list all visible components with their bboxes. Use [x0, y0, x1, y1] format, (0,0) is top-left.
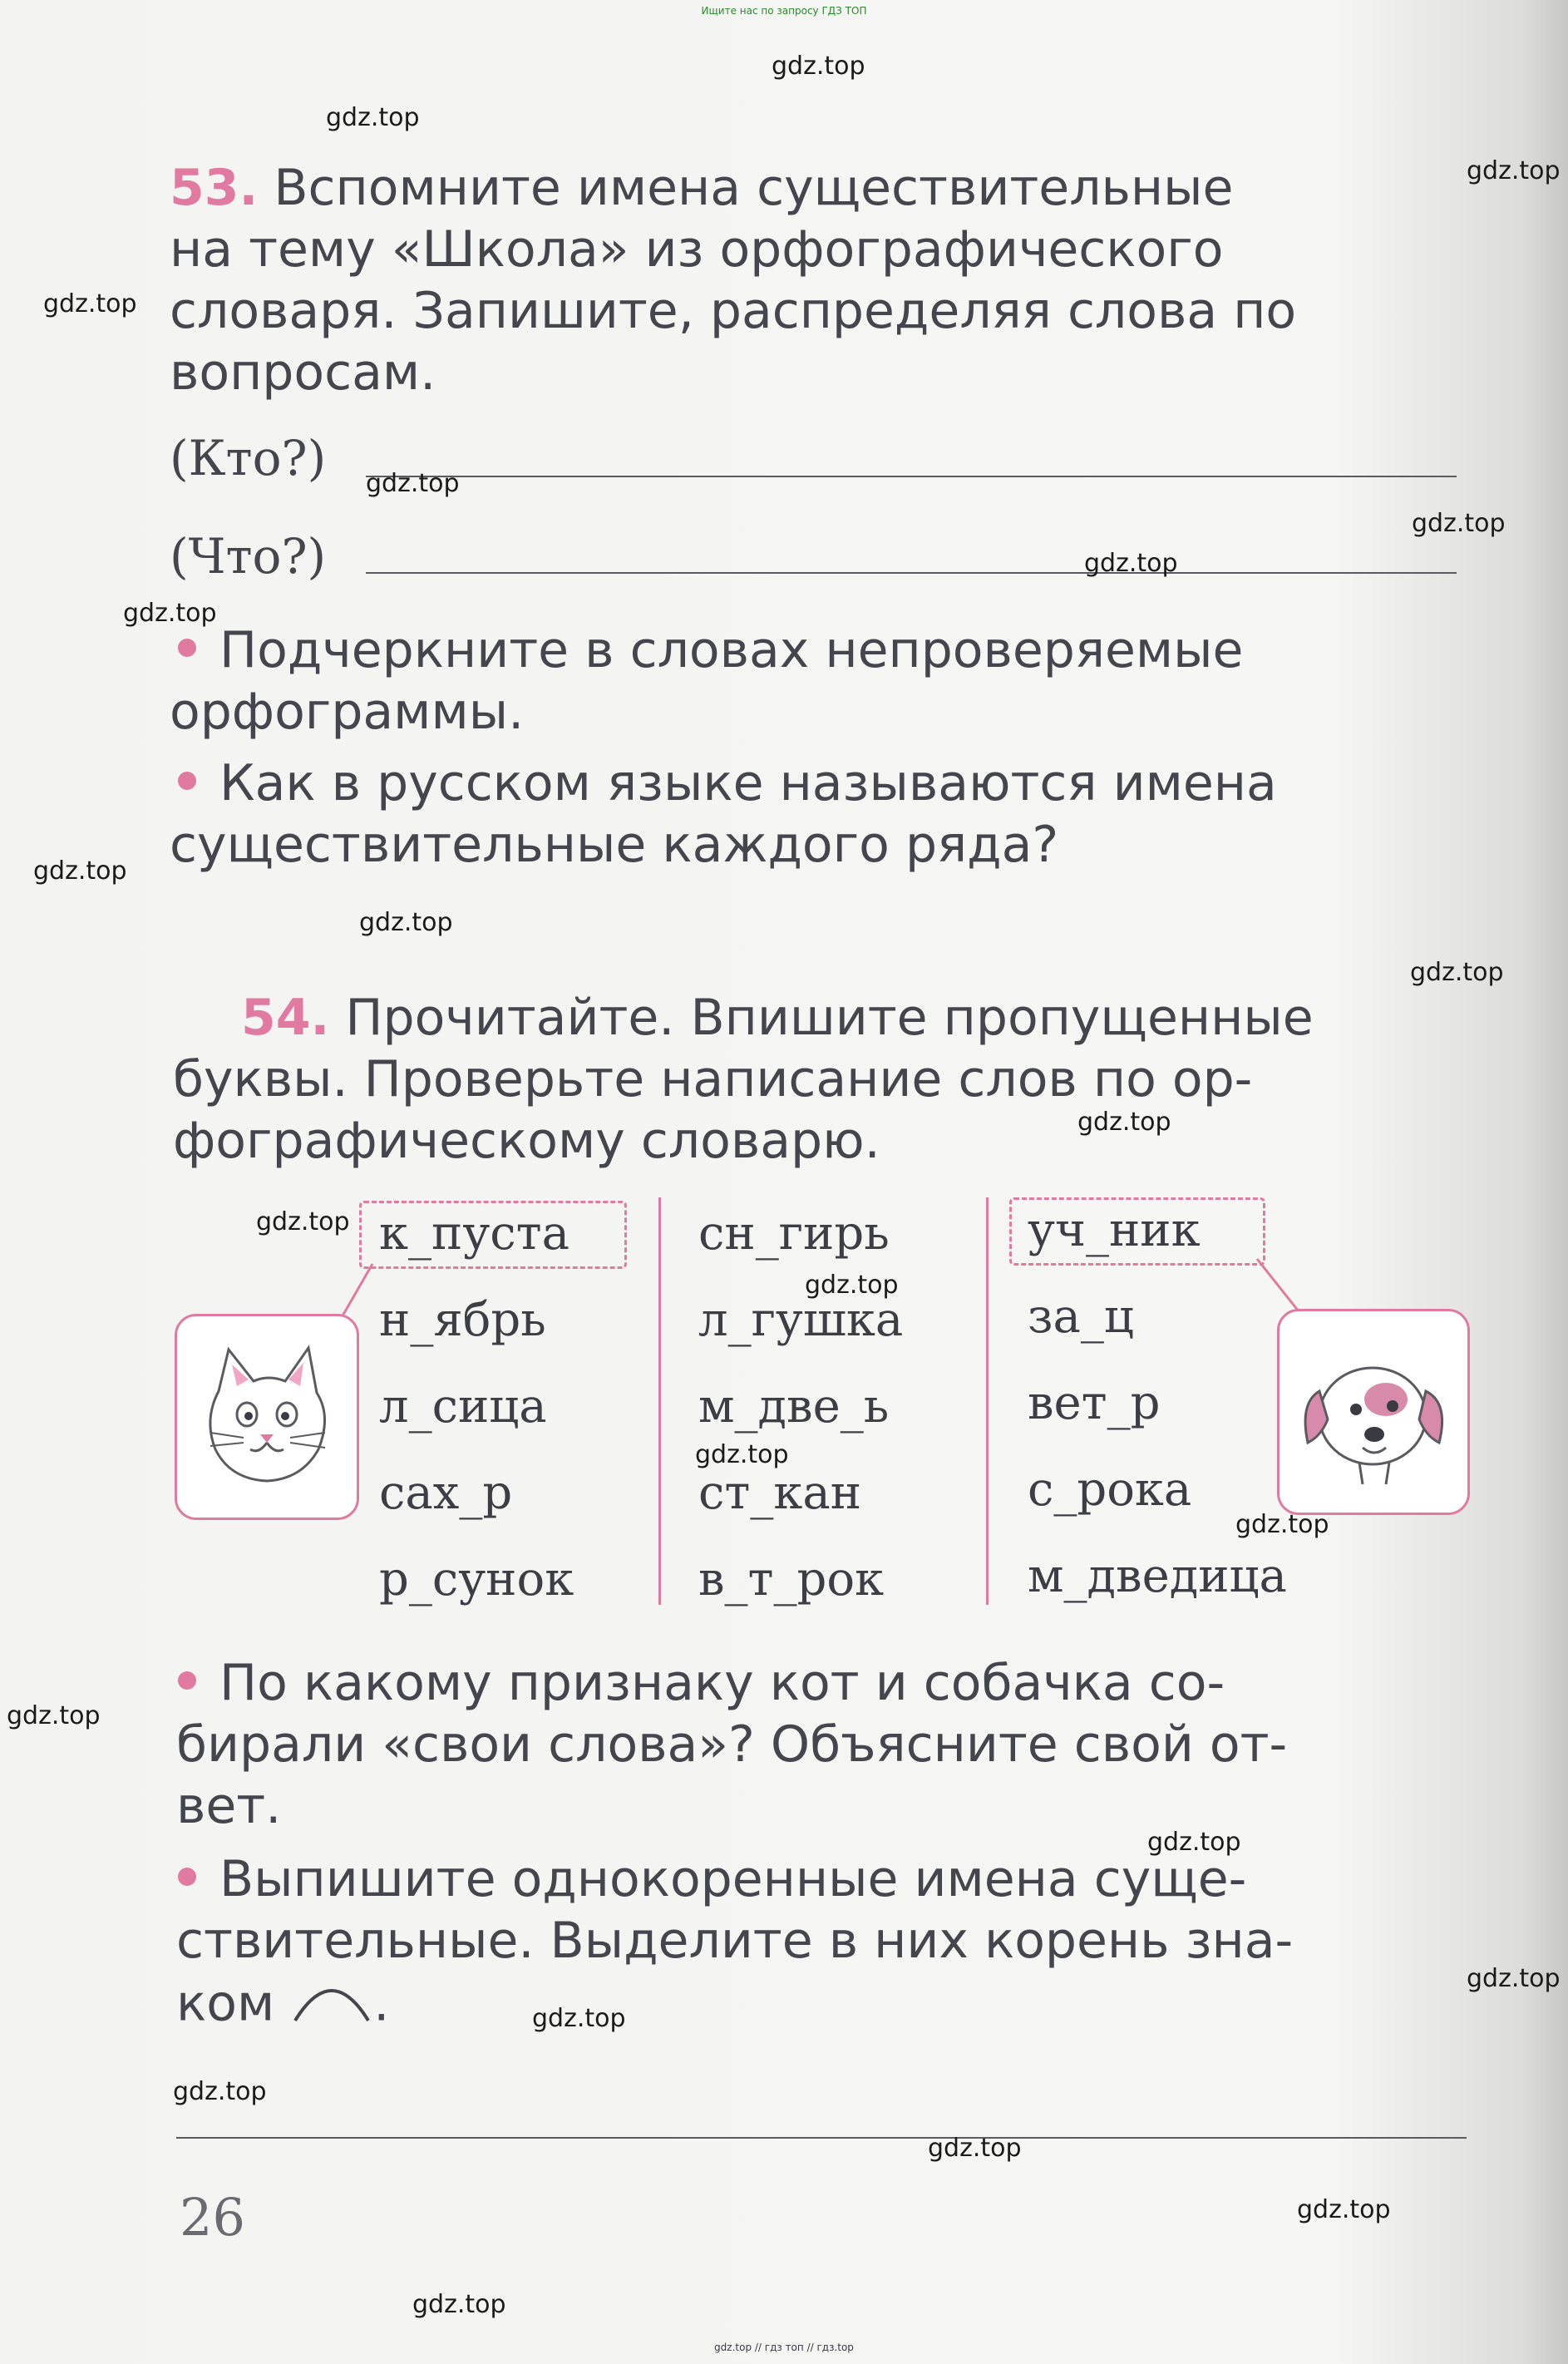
top-note: Ищите нас по запросу ГДЗ ТОП [701, 5, 867, 17]
ex54-bullet2-line-2: ствительные. Выделите в них корень зна- [176, 1912, 1294, 1970]
dog-icon [1280, 1311, 1467, 1513]
column-divider-2 [986, 1197, 989, 1605]
watermark: gdz.top [412, 2290, 506, 2319]
word-col1-2: н_ябрь [379, 1293, 546, 1347]
ex54-bullet1-line-2: бирали «свои слова»? Объясните свой от- [176, 1715, 1288, 1774]
ex53-question-who: (Кто?) [170, 430, 327, 486]
word-col3-5: м_дведица [1028, 1549, 1287, 1603]
word-col2-3: м_две_ь [698, 1379, 890, 1434]
watermark: gdz.top [366, 469, 460, 498]
watermark: gdz.top [772, 52, 865, 81]
ex53-line-2: на тему «Школа» из орфографического [170, 220, 1224, 279]
bottom-rule [176, 2137, 1467, 2139]
answer-line-who [366, 476, 1457, 477]
watermark: gdz.top [123, 599, 217, 628]
column-divider-1 [658, 1197, 661, 1605]
ex54-bullet1-line-3: вет. [176, 1777, 282, 1835]
watermark: gdz.top [33, 856, 127, 886]
page-number: 26 [180, 2187, 245, 2248]
watermark: gdz.top [1297, 2195, 1391, 2224]
ex53-line-3: словаря. Запишите, распределяя слова по [170, 282, 1297, 340]
watermark: gdz.top [173, 2077, 267, 2106]
word-col3-2: за_ц [1028, 1290, 1134, 1344]
watermark: gdz.top [359, 908, 453, 937]
word-col2-4: ст_кан [698, 1466, 862, 1520]
ex54-line-3: фографическому словарю. [173, 1112, 880, 1170]
bullet-dot [178, 1868, 196, 1886]
watermark: gdz.top [1412, 509, 1506, 538]
watermark: gdz.top [805, 1271, 899, 1300]
bottom-note: gdz.top // гдз топ // гдз.top [714, 2342, 854, 2353]
watermark: gdz.top [1467, 1964, 1561, 1993]
ex53-line-4: вопросам. [170, 343, 436, 402]
watermark: gdz.top [43, 289, 137, 318]
watermark: gdz.top [1084, 549, 1178, 578]
ex53-bullet1-line-1: Подчеркните в словах непроверяемые [178, 625, 1243, 675]
ex53-bullet1-line-2: орфограммы. [170, 683, 525, 741]
ex54-line-2: буквы. Проверьте написание слов по ор- [173, 1050, 1253, 1108]
ex54-bullet2-line-3: ком . [176, 1977, 389, 2036]
cat-icon [177, 1316, 357, 1518]
ex53-number: 53. [170, 159, 259, 217]
bullet-dot [178, 772, 196, 790]
word-col2-1: сн_гирь [698, 1207, 890, 1261]
watermark: gdz.top [326, 103, 420, 132]
word-col1-5: р_сунок [379, 1552, 574, 1606]
word-col1-1: к_пуста [379, 1207, 570, 1261]
watermark: gdz.top [1077, 1108, 1171, 1137]
ex54-bullet2-line-1: Выпишите однокоренные имена суще- [178, 1854, 1246, 1904]
word-col3-3: вет_р [1028, 1376, 1161, 1430]
word-col2-2: л_гушка [698, 1293, 904, 1347]
bullet-dot [178, 639, 196, 657]
bullet-dot [178, 1671, 196, 1690]
word-col3-4: с_рока [1028, 1463, 1192, 1517]
watermark: gdz.top [1467, 156, 1561, 185]
ex54-line-1: 54. Прочитайте. Впишите пропущенные [241, 989, 1314, 1047]
watermark: gdz.top [532, 2004, 626, 2033]
ex54-number: 54. [241, 989, 330, 1047]
ex53-line-1: 53. Вспомните имена существительные [170, 159, 1234, 217]
word-col1-4: сах_р [379, 1466, 513, 1520]
dog-picture-frame [1277, 1309, 1470, 1515]
ex53-bullet2-line-2: существительные каждого ряда? [170, 816, 1059, 874]
ex53-question-what: (Что?) [170, 528, 327, 585]
watermark: gdz.top [256, 1207, 350, 1236]
watermark: gdz.top [1147, 1828, 1241, 1857]
watermark: gdz.top [1410, 958, 1504, 987]
ex54-bullet1-line-1: По какому признаку кот и собачка со- [178, 1658, 1225, 1708]
ex53-bullet2-line-1: Как в русском языке называются имена [178, 758, 1277, 808]
watermark: gdz.top [1235, 1510, 1329, 1539]
word-col2-5: в_т_рок [698, 1552, 885, 1606]
watermark: gdz.top [928, 2134, 1022, 2163]
word-col3-1: уч_ник [1028, 1203, 1201, 1257]
root-arc-icon [290, 1972, 373, 2031]
watermark: gdz.top [7, 1701, 101, 1730]
watermark: gdz.top [695, 1440, 789, 1469]
answer-line-what [366, 572, 1457, 574]
cat-picture-frame [175, 1314, 359, 1520]
word-col1-3: л_сица [379, 1379, 547, 1434]
